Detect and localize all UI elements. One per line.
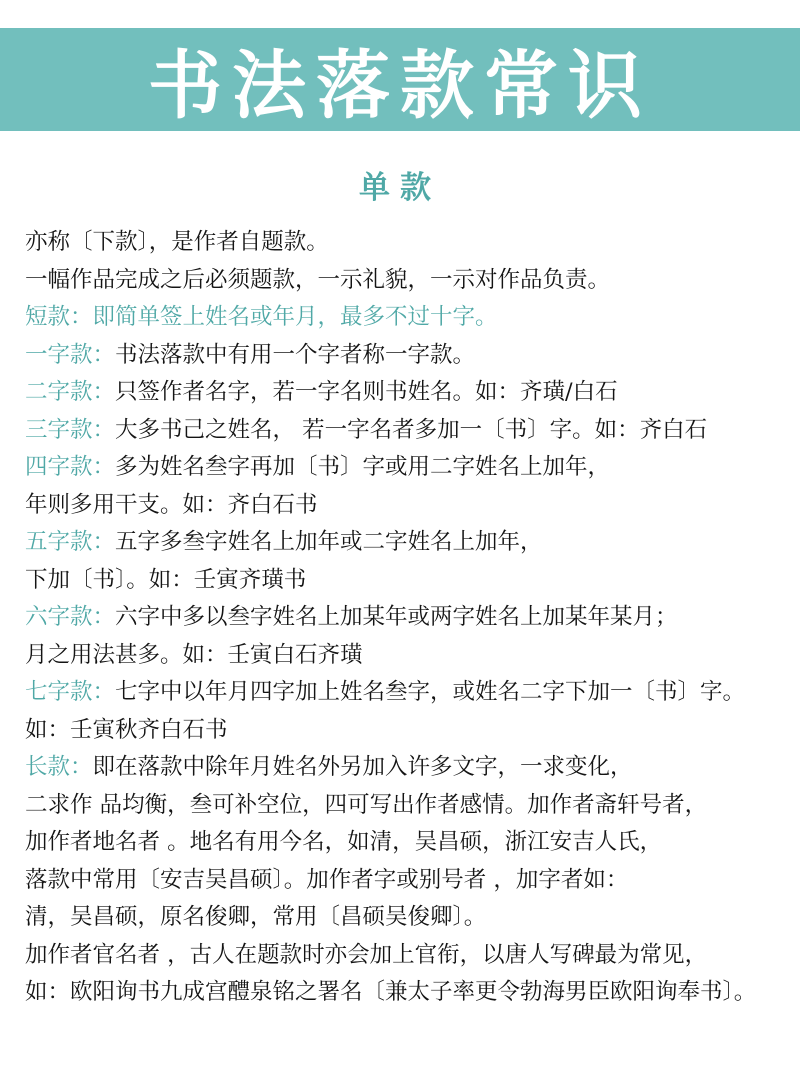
text-line (25, 562, 795, 600)
line-text: 二求作 品均衡，叁可补空位，四可写出作者感情。加作者斋轩号者， (25, 791, 708, 818)
line-text: 大多书己之姓名， 若一字名者多加一〔书〕字。如：齐白石 (115, 416, 708, 443)
text-line (25, 299, 795, 337)
line-text: 如：欧阳询书九成宫醴泉铭之署名〔兼太子率更令勃海男臣欧阳询奉书〕。 (25, 979, 757, 1005)
text-line (25, 974, 795, 1012)
line-label: 四字款： (25, 454, 116, 480)
line-text: 下加〔书〕。如：壬寅齐璜书 (25, 566, 307, 593)
line-text: 亦称〔下款〕，是作者自题款。 (25, 229, 329, 255)
line-label: 五字款： (25, 529, 116, 555)
section-heading: 单款 (359, 170, 441, 206)
text-line (25, 862, 795, 900)
text-line (25, 899, 795, 937)
page-title: 书法落款常识 (148, 42, 652, 129)
line-text: 加作者官名者 ，古人在题款时亦会加上官衔，以唐人写碑最为常见， (25, 941, 708, 968)
line-label: 长款： (25, 754, 93, 780)
text-line (25, 224, 795, 262)
line-text: 只签作者名字，若一字名则书姓名。如：齐璜/白石 (115, 379, 618, 405)
line-text: 如：壬寅秋齐白石书 (25, 716, 228, 743)
title-banner (0, 28, 800, 131)
line-label: 七字款： (25, 679, 116, 705)
line-label: 三字款： (25, 416, 116, 443)
text-line (25, 412, 795, 450)
line-label: 短款：即简单签上姓名或年月，最多不过十字。 (25, 304, 498, 330)
line-label: 六字款： (25, 604, 116, 630)
line-label: 一字款： (25, 341, 116, 368)
text-line (25, 674, 795, 712)
text-line (25, 262, 795, 300)
line-text: 清，吴昌硕，原名俊卿，常用〔昌硕吴俊卿〕。 (25, 904, 487, 930)
text-line (25, 749, 795, 787)
line-text: 月之用法甚多。如：壬寅白石齐璜 (25, 641, 363, 668)
text-line (25, 374, 795, 412)
line-text: 年则多用干支。如：齐白石书 (25, 491, 318, 518)
line-text: 即在落款中除年月姓名外另加入许多文字，一求变化， (92, 754, 633, 780)
text-line (25, 449, 795, 487)
line-text: 七字中以年月四字加上姓名叁字，或姓名二字下加一〔书〕字。 (115, 679, 746, 705)
line-label: 二字款： (25, 379, 116, 405)
text-line (25, 487, 795, 525)
line-text: 多为姓名叁字再加〔书〕字或用二字姓名上加年， (115, 454, 611, 480)
content-lines (25, 224, 795, 1012)
text-line (25, 824, 795, 862)
text-line (25, 599, 795, 637)
text-line (25, 712, 795, 750)
text-line (25, 524, 795, 562)
text-line (25, 337, 795, 375)
text-line (25, 787, 795, 825)
text-line (25, 637, 795, 675)
line-text: 五字多叁字姓名上加年或二字姓名上加年， (115, 529, 543, 555)
text-line (25, 937, 795, 975)
line-text: 加作者地名者 。地名有用今名，如清，吴昌硕，浙江安吉人氏， (25, 829, 663, 855)
line-text: 六字中多以叁字姓名上加某年或两字姓名上加某年某月； (115, 604, 678, 630)
line-text: 书法落款中有用一个字者称一字款。 (115, 341, 476, 368)
line-text: 落款中常用〔安吉吴昌硕〕。加作者字或别号者 ，加字者如： (25, 866, 629, 893)
line-text: 一幅作品完成之后必须题款，一示礼貌，一示对作品负责。 (25, 266, 611, 293)
